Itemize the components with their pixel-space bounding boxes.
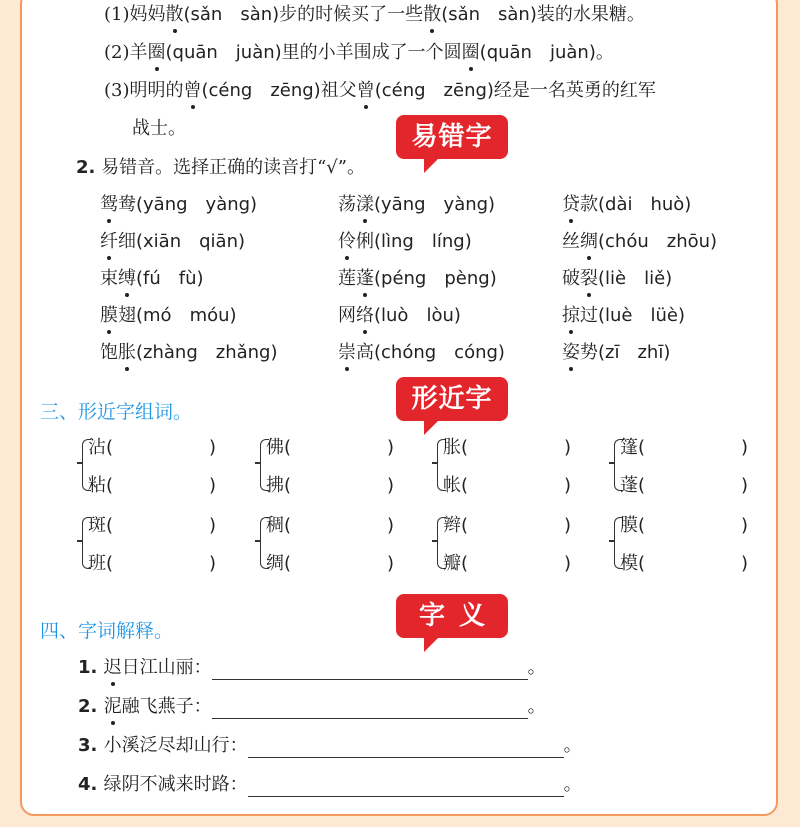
dotted-char: 缚 xyxy=(118,268,136,289)
period: 。 xyxy=(563,735,582,756)
period: 。 xyxy=(527,657,546,678)
char-blank xyxy=(266,514,394,538)
open-paren: ( xyxy=(461,437,469,458)
pinyin-options: (mó móu) xyxy=(136,305,237,326)
pinyin-options: (liè liě) xyxy=(598,268,673,289)
section-3-title: 三、形近字组词。 xyxy=(40,401,193,423)
similar-char: 粘 xyxy=(88,475,106,496)
close-paren: ) xyxy=(208,553,216,574)
word-char: 势 xyxy=(580,342,598,363)
close-paren: ) xyxy=(740,515,748,536)
period: 。 xyxy=(527,696,546,717)
close-paren: ) xyxy=(208,515,216,536)
close-paren: ) xyxy=(563,475,571,496)
word-char: 束 xyxy=(100,268,118,289)
dotted-char: 鸳 xyxy=(100,194,118,215)
dotted-char: 贷 xyxy=(562,194,580,215)
similar-char: 篷 xyxy=(620,437,638,458)
char-blank xyxy=(88,436,216,460)
char-blank xyxy=(620,552,748,576)
pronunciation-item xyxy=(100,341,278,365)
item-number: 2. xyxy=(78,696,104,717)
close-paren: ) xyxy=(386,515,394,536)
similar-char: 佛 xyxy=(266,437,284,458)
poem-text: ： xyxy=(229,774,248,795)
pronunciation-item xyxy=(562,230,717,254)
poem-text: 绿阴不减来时路 xyxy=(103,774,230,795)
poem-text: 小溪泛尽却山行 xyxy=(103,735,230,756)
close-paren: ) xyxy=(740,437,748,458)
pinyin-options: (zī zhī) xyxy=(598,342,671,363)
section-4-title: 四、字词解释。 xyxy=(40,620,174,642)
open-paren: ( xyxy=(284,553,292,574)
pronunciation-item xyxy=(562,341,670,365)
open-paren: ( xyxy=(638,515,646,536)
close-paren: ) xyxy=(563,515,571,536)
char-blank xyxy=(266,552,394,576)
word-char: 高 xyxy=(356,342,374,363)
char-blank xyxy=(88,552,216,576)
item-number: 3. xyxy=(78,735,104,756)
open-paren: ( xyxy=(461,475,469,496)
open-paren: ( xyxy=(638,475,646,496)
open-paren: ( xyxy=(461,515,469,536)
dotted-char: 蓬 xyxy=(356,268,374,289)
open-paren: ( xyxy=(638,553,646,574)
word-char: 饱 xyxy=(100,342,118,363)
open-paren: ( xyxy=(106,437,114,458)
pinyin-options: (luò lòu) xyxy=(374,305,461,326)
poem-text: ： xyxy=(229,735,248,756)
open-paren: ( xyxy=(106,553,114,574)
open-paren: ( xyxy=(638,437,646,458)
open-paren: ( xyxy=(106,475,114,496)
similar-char: 班 xyxy=(88,553,106,574)
dotted-char: 姿 xyxy=(562,342,580,363)
char-blank xyxy=(443,514,571,538)
dotted-char: 纤 xyxy=(100,231,118,252)
similar-char: 胀 xyxy=(443,437,461,458)
answer-line xyxy=(248,737,564,758)
close-paren: ) xyxy=(208,437,216,458)
word-char: 网 xyxy=(338,305,356,326)
char-blank xyxy=(443,436,571,460)
polyphonic-sentence-2: (2)羊圈(quān juàn)里的小羊围成了一个圆圈(quān juàn)。 xyxy=(104,42,614,63)
open-paren: ( xyxy=(284,475,292,496)
word-char: 细 xyxy=(118,231,136,252)
pinyin-options: (chóng cóng) xyxy=(374,342,505,363)
similar-char: 模 xyxy=(620,553,638,574)
similar-char: 蓬 xyxy=(620,475,638,496)
similar-char: 沾 xyxy=(88,437,106,458)
close-paren: ) xyxy=(386,437,394,458)
dotted-char: 绸 xyxy=(580,231,598,252)
pinyin-options: (chóu zhōu) xyxy=(598,231,718,252)
close-paren: ) xyxy=(386,475,394,496)
poem-text: 飞燕子： xyxy=(139,696,212,717)
pronunciation-item xyxy=(338,230,472,254)
word-char: 破 xyxy=(562,268,580,289)
pinyin-options: (xiān qiān) xyxy=(136,231,246,252)
polyphonic-sentence-3: (3)明明的曾(céng zēng)祖父曾(céng zēng)经是一名英勇的红军 xyxy=(104,80,656,101)
dotted-char: 膜 xyxy=(100,305,118,326)
item-number: 4. xyxy=(78,774,104,795)
open-paren: ( xyxy=(106,515,114,536)
pronunciation-item xyxy=(562,304,685,328)
item-number: 1. xyxy=(78,657,104,678)
pronunciation-item xyxy=(338,267,497,291)
pinyin-options: (lìng líng) xyxy=(374,231,472,252)
word-char: 丝 xyxy=(562,231,580,252)
dotted-char: 伶 xyxy=(338,231,356,252)
definition-item xyxy=(78,734,582,758)
poem-text: ： xyxy=(193,657,212,678)
pinyin-options: (fú fù) xyxy=(136,268,204,289)
answer-line xyxy=(212,698,528,719)
word-char: 荡 xyxy=(338,194,356,215)
word-char: 鸯 xyxy=(118,194,136,215)
similar-char: 斑 xyxy=(88,515,106,536)
similar-char: 拂 xyxy=(266,475,284,496)
open-paren: ( xyxy=(284,437,292,458)
polyphonic-sentence-1: (1)妈妈散(sǎn sàn)步的时候买了一些散(sǎn sàn)装的水果糖。 xyxy=(104,4,645,25)
word-char: 俐 xyxy=(356,231,374,252)
close-paren: ) xyxy=(563,553,571,574)
dotted-char: 泥 xyxy=(103,696,122,717)
word-char: 莲 xyxy=(338,268,356,289)
similar-char: 瓣 xyxy=(443,553,461,574)
dotted-char: 裂 xyxy=(580,268,598,289)
answer-line xyxy=(248,776,564,797)
definition-item xyxy=(78,695,546,719)
badge-word-meaning: 字义 xyxy=(396,594,508,638)
char-blank xyxy=(88,514,216,538)
dotted-char: 崇 xyxy=(338,342,356,363)
similar-char: 绸 xyxy=(266,553,284,574)
char-blank xyxy=(620,514,748,538)
similar-char: 膜 xyxy=(620,515,638,536)
similar-char: 稠 xyxy=(266,515,284,536)
char-blank xyxy=(266,436,394,460)
polyphonic-sentence-3-cont: 战士。 xyxy=(132,118,186,139)
char-blank xyxy=(443,552,571,576)
dotted-char: 掠 xyxy=(562,305,580,326)
pronunciation-item xyxy=(100,267,204,291)
open-paren: ( xyxy=(461,553,469,574)
word-char: 款 xyxy=(580,194,598,215)
poem-text: 融 xyxy=(121,696,140,717)
pronunciation-item xyxy=(338,304,461,328)
close-paren: ) xyxy=(740,475,748,496)
similar-char: 帐 xyxy=(443,475,461,496)
pronunciation-item xyxy=(338,341,505,365)
pinyin-options: (dài huò) xyxy=(598,194,692,215)
dotted-char: 漾 xyxy=(356,194,374,215)
close-paren: ) xyxy=(208,475,216,496)
char-blank xyxy=(266,474,394,498)
answer-line xyxy=(212,659,528,680)
badge-similar-char: 形近字 xyxy=(396,377,508,421)
badge-easy-wrong-char: 易错字 xyxy=(396,115,508,159)
pronunciation-item xyxy=(100,193,257,217)
char-blank xyxy=(620,474,748,498)
question-2: 2. 易错音。选择正确的读音打“√”。 xyxy=(76,157,365,178)
pinyin-options: (luè lüè) xyxy=(598,305,686,326)
char-blank xyxy=(443,474,571,498)
dotted-char: 络 xyxy=(356,305,374,326)
pinyin-options: (péng pèng) xyxy=(374,268,497,289)
period: 。 xyxy=(563,774,582,795)
pinyin-options: (yāng yàng) xyxy=(136,194,258,215)
similar-char: 辫 xyxy=(443,515,461,536)
dotted-char: 胀 xyxy=(118,342,136,363)
close-paren: ) xyxy=(563,437,571,458)
close-paren: ) xyxy=(386,553,394,574)
pronunciation-item xyxy=(100,304,237,328)
pronunciation-item xyxy=(562,267,672,291)
pronunciation-item xyxy=(562,193,691,217)
char-blank xyxy=(88,474,216,498)
poem-text: 日江山丽 xyxy=(121,657,194,678)
char-blank xyxy=(620,436,748,460)
definition-item xyxy=(78,773,582,797)
word-char: 过 xyxy=(580,305,598,326)
pinyin-options: (yāng yàng) xyxy=(374,194,496,215)
pronunciation-item xyxy=(338,193,495,217)
dotted-char: 迟 xyxy=(103,657,122,678)
open-paren: ( xyxy=(284,515,292,536)
pronunciation-item xyxy=(100,230,245,254)
close-paren: ) xyxy=(740,553,748,574)
pinyin-options: (zhàng zhǎng) xyxy=(136,342,278,363)
word-char: 翅 xyxy=(118,305,136,326)
definition-item xyxy=(78,656,546,680)
